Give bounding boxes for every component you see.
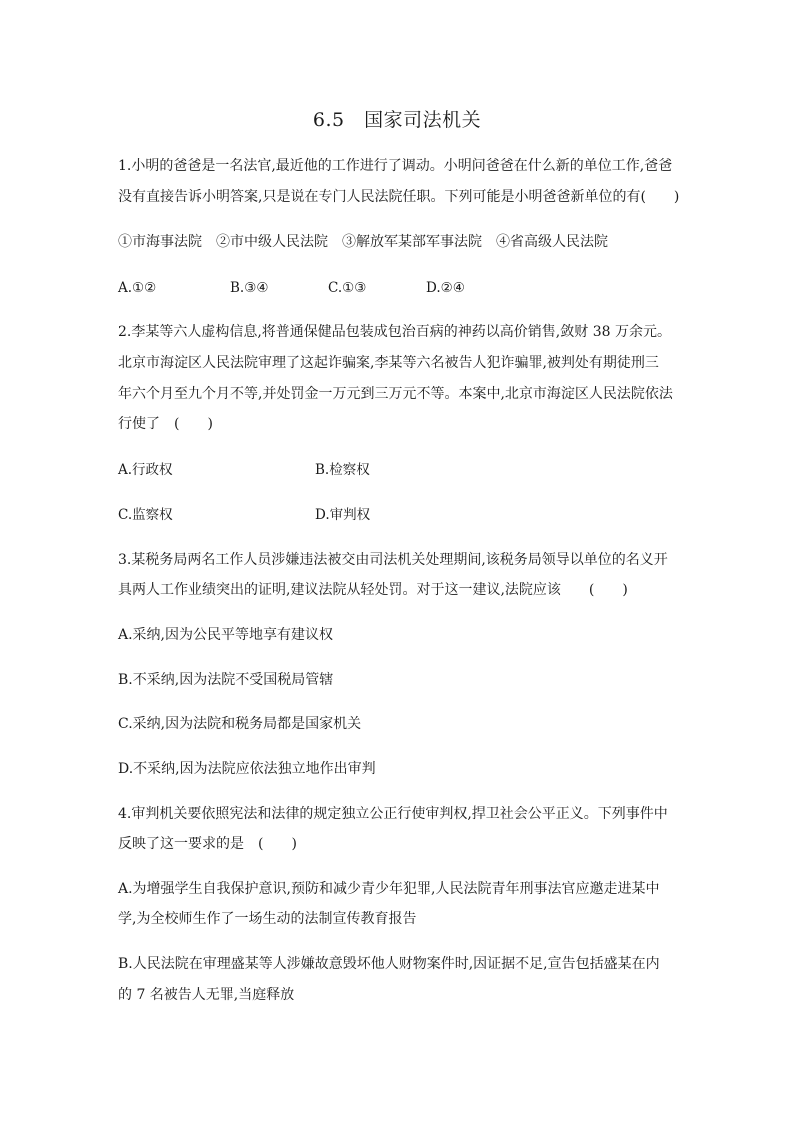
q2-stem-line-3: 年六个月至九个月不等,并处罚金一万元到三万元不等。本案中,北京市海淀区人民法院依法 — [118, 386, 673, 402]
q4-option-a-line-2: 学,为全校师生作了一场生动的法制宣传教育报告 — [118, 911, 417, 927]
q4-option-b-line-2: 的 7 名被告人无罪,当庭释放 — [118, 987, 295, 1003]
q1-stem-line-1: 1.小明的爸爸是一名法官,最近他的工作进行了调动。小明问爸爸在什么新的单位工作,爸爸 — [118, 158, 673, 174]
q1-option-d: D.②④ — [426, 280, 465, 296]
q2-stem-line-1: 2.李某等六人虚构信息,将普通保健品包装成包治百病的神药以高价销售,敛财 38 万余元。 — [118, 324, 671, 340]
q4-option-b-line-1: B.人民法院在审理盛某等人涉嫌故意毁坏他人财物案件时,因证据不足,宣告包括盛某在内 — [118, 956, 660, 972]
q2-stem-line-4: 行使了 ( ) — [118, 416, 213, 432]
q2-option-d: D.审判权 — [315, 507, 371, 523]
q3-option-a: A.采纳,因为公民平等地享有建议权 — [118, 627, 334, 643]
q3-option-b: B.不采纳,因为法院不受国税局管辖 — [118, 672, 334, 688]
q3-option-d: D.不采纳,因为法院应依法独立地作出审判 — [118, 761, 376, 777]
q1-option-a: A.①② — [118, 280, 157, 296]
q3-stem-line-1: 3.某税务局两名工作人员涉嫌违法被交由司法机关处理期间,该税务局领导以单位的名义开 — [118, 552, 668, 568]
q3-stem-line-2: 具两人工作业绩突出的证明,建议法院从轻处罚。对于这一建议,法院应该 ( ) — [118, 582, 628, 598]
q2-option-a: A.行政权 — [118, 462, 173, 478]
q4-stem-line-1: 4.审判机关要依照宪法和法律的规定独立公正行使审判权,捍卫社会公平正义。下列事件中 — [118, 806, 668, 822]
q2-option-b: B.检察权 — [315, 462, 370, 478]
q4-option-a-line-1: A.为增强学生自我保护意识,预防和减少青少年犯罪,人民法院青年刑事法官应邀走进某中 — [118, 881, 660, 897]
q1-option-b: B.③④ — [230, 280, 269, 296]
q4-stem-line-2: 反映了这一要求的是 ( ) — [118, 836, 297, 852]
q1-items: ①市海事法院 ②市中级人民法院 ③解放军某部军事法院 ④省高级人民法院 — [118, 234, 608, 250]
q2-option-c: C.监察权 — [118, 507, 173, 523]
page-title: 6.5 国家司法机关 — [312, 109, 482, 131]
q1-option-c: C.①③ — [328, 280, 367, 296]
q2-stem-line-2: 北京市海淀区人民法院审理了这起诈骗案,李某等六名被告人犯诈骗罪,被判处有期徒刑三 — [118, 355, 659, 371]
q1-stem-line-2: 没有直接告诉小明答案,只是说在专门人民法院任职。下列可能是小明爸爸新单位的有( ) — [118, 189, 680, 205]
q3-option-c: C.采纳,因为法院和税务局都是国家机关 — [118, 716, 362, 732]
